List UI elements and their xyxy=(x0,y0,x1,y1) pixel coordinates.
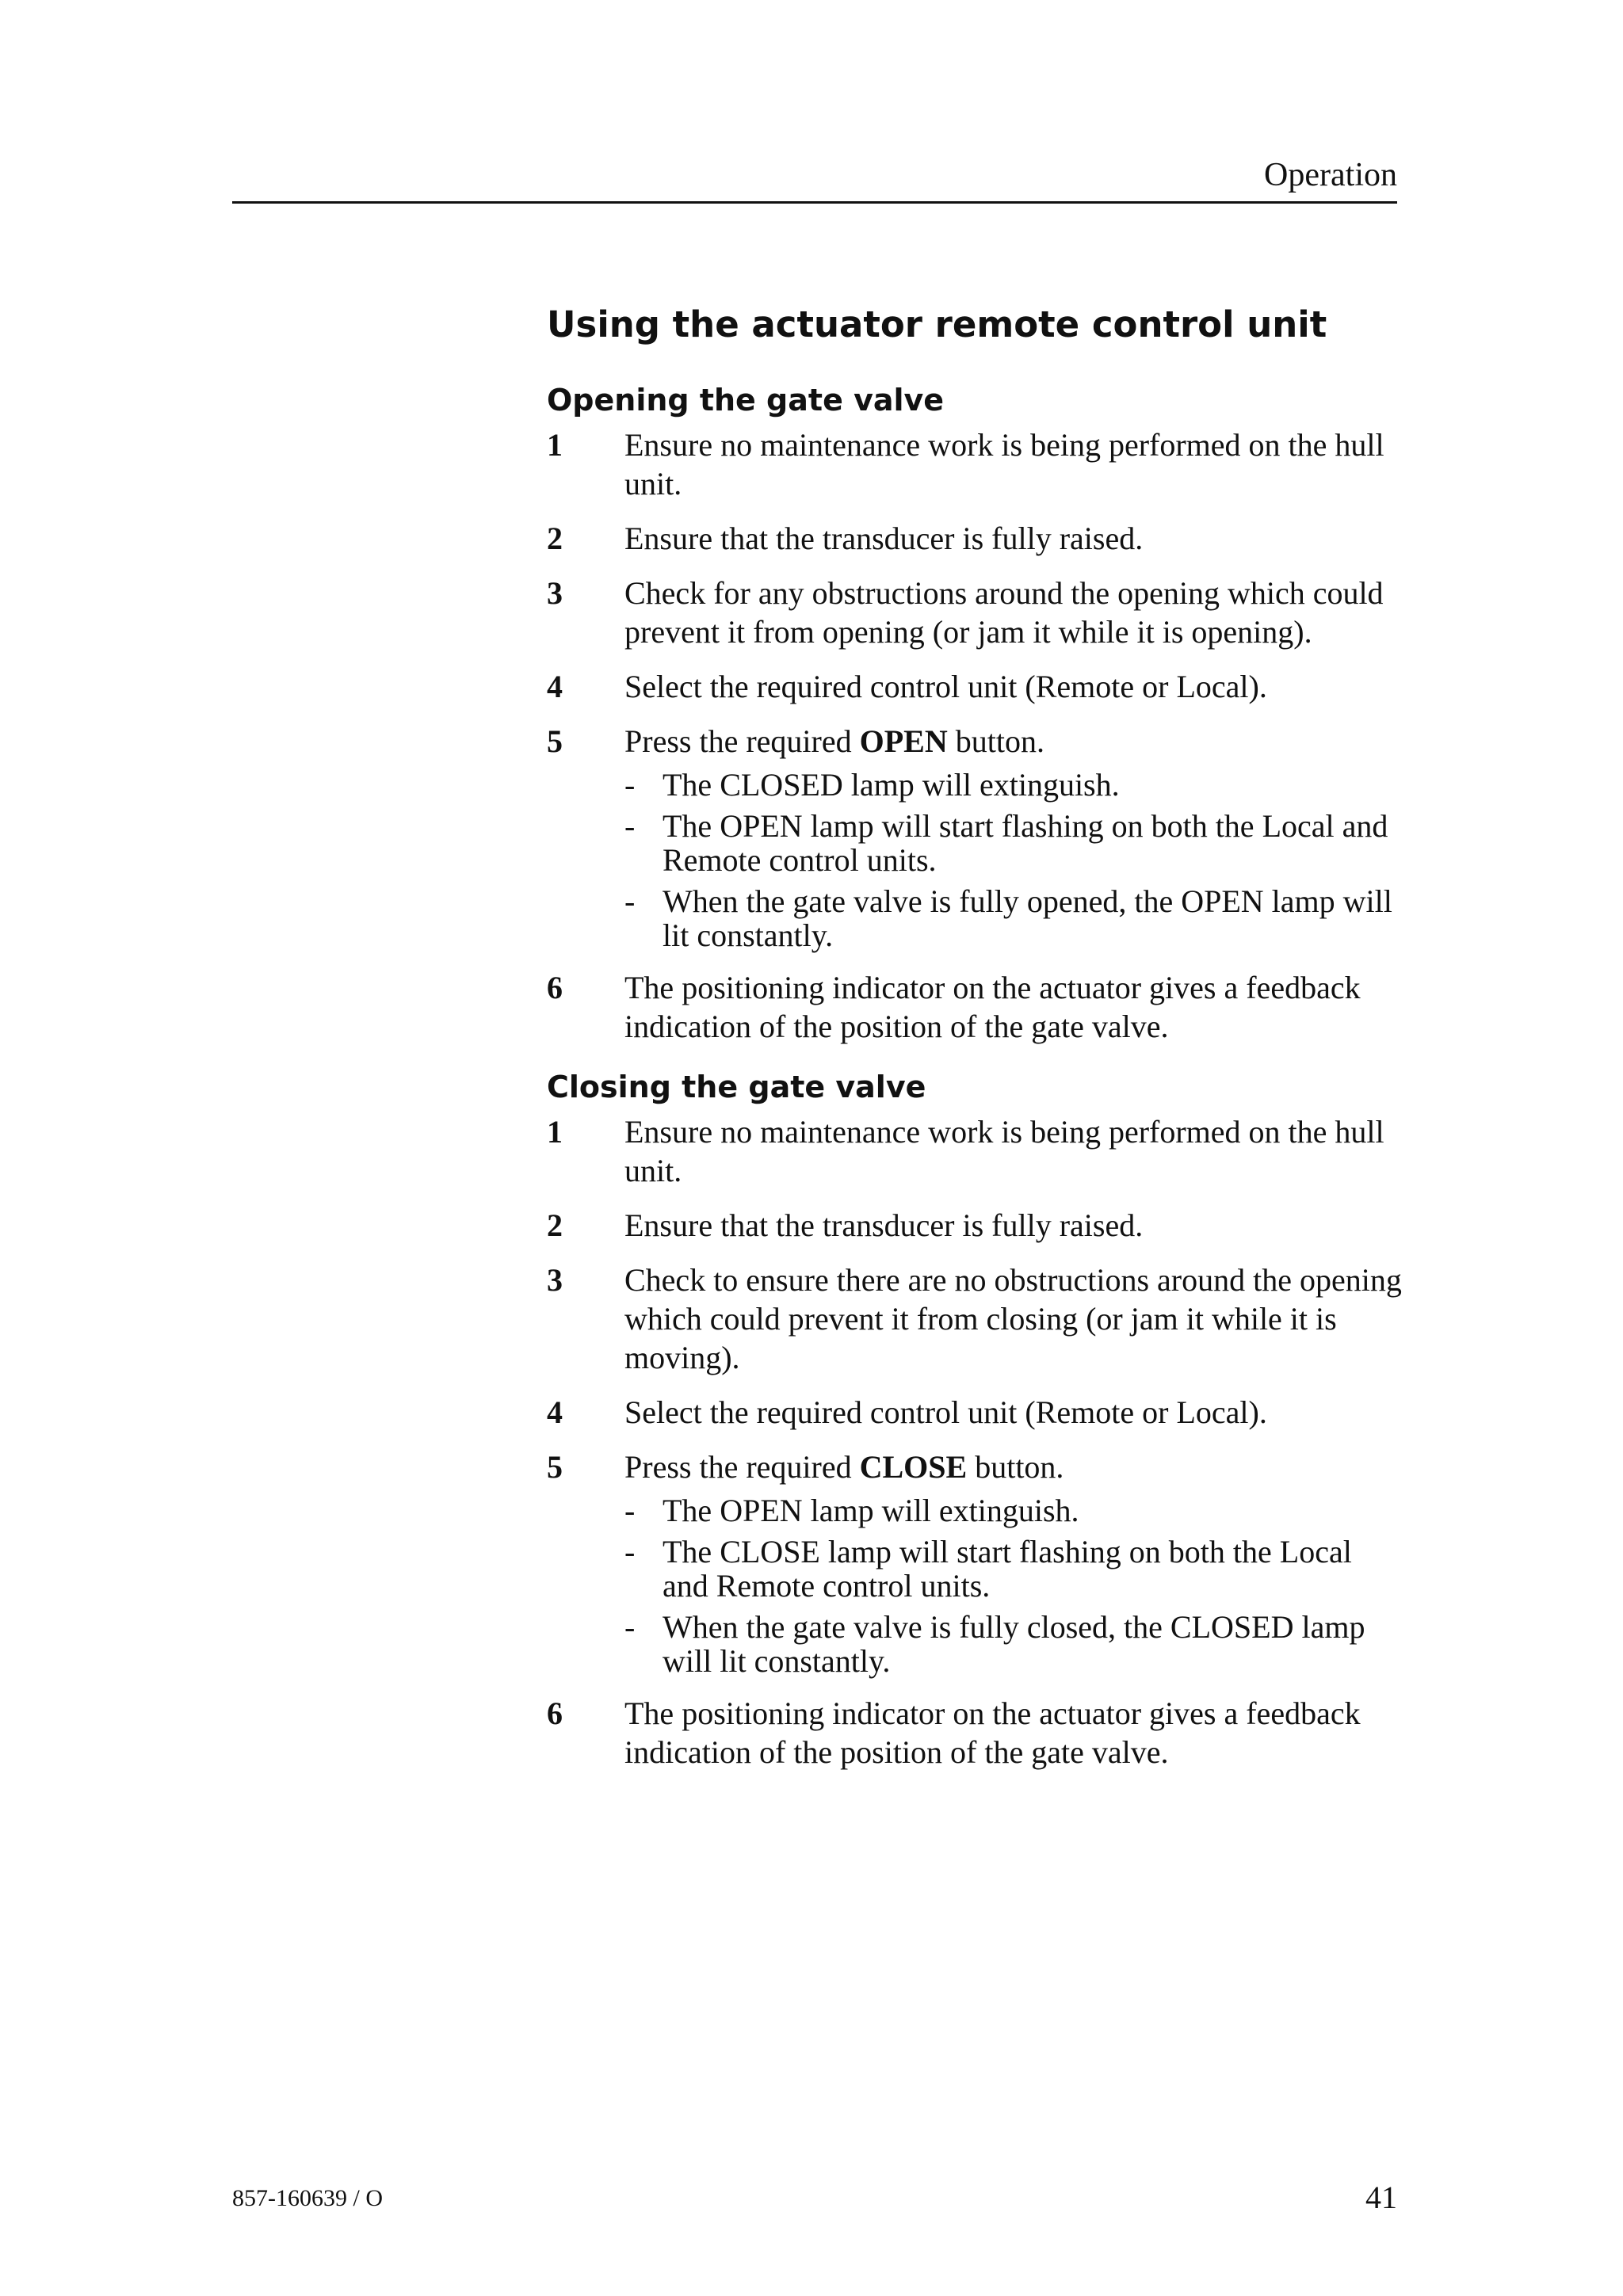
step-text-part: The positioning indicator on the actuator gives a feedback indication of the position of the gate valve. xyxy=(624,970,1361,1044)
step-text xyxy=(624,968,1403,1046)
step-item xyxy=(547,519,1403,558)
step-number: 6 xyxy=(547,1695,563,1731)
sections-container xyxy=(547,383,1403,1772)
sub-item xyxy=(624,1535,1403,1603)
step-text-part: Ensure no maintenance work is being performed on the hull unit. xyxy=(624,1114,1384,1188)
step-button-name: OPEN xyxy=(859,723,948,759)
step-body xyxy=(624,1694,1403,1772)
sub-item xyxy=(624,768,1403,802)
step-number: 4 xyxy=(547,669,563,704)
step-item xyxy=(547,722,1403,952)
page-number: 41 xyxy=(1365,2180,1397,2215)
sub-item-text: The OPEN lamp will start flashing on both the Local and Remote control units. xyxy=(663,808,1388,878)
step-text xyxy=(624,574,1403,651)
sub-item-text: The CLOSED lamp will extinguish. xyxy=(663,767,1120,803)
page-title: Using the actuator remote control unit xyxy=(547,303,1327,345)
step-number: 3 xyxy=(547,1262,563,1298)
step-item xyxy=(547,968,1403,1046)
sub-item xyxy=(624,1610,1403,1678)
document-number: 857-160639 / O xyxy=(232,2185,383,2211)
step-body xyxy=(624,1447,1403,1678)
step-text xyxy=(624,519,1403,558)
page-header xyxy=(232,155,1397,204)
step-text-part: Press the required xyxy=(624,1449,860,1485)
step-text xyxy=(624,1206,1403,1245)
sub-item-dash: - xyxy=(624,883,636,919)
step-number: 5 xyxy=(547,723,563,759)
step-text-part: button. xyxy=(967,1449,1064,1485)
step-text-part: button. xyxy=(947,723,1044,759)
step-number: 4 xyxy=(547,1394,563,1430)
step-item xyxy=(547,1112,1403,1190)
step-item xyxy=(547,425,1403,503)
step-item xyxy=(547,667,1403,706)
step-text xyxy=(624,1393,1403,1432)
header-title: Operation xyxy=(1264,157,1397,193)
step-text-part: Ensure no maintenance work is being performed on the hull unit. xyxy=(624,427,1384,502)
step-body xyxy=(624,1261,1403,1377)
sub-item-text: The CLOSE lamp will start flashing on both the Local and Remote control units. xyxy=(663,1534,1352,1604)
step-number: 6 xyxy=(547,970,563,1005)
step-item xyxy=(547,574,1403,651)
sub-item-text: The OPEN lamp will extinguish. xyxy=(663,1493,1079,1528)
step-text-part: Ensure that the transducer is fully raised. xyxy=(624,1207,1144,1243)
sub-item-dash: - xyxy=(624,767,636,803)
step-number: 3 xyxy=(547,575,563,611)
step-text-part: Check for any obstructions around the opening which could prevent it from opening (or jam it while it is opening). xyxy=(624,575,1384,650)
step-body xyxy=(624,1206,1403,1245)
step-text-part: Select the required control unit (Remote or Local). xyxy=(624,1394,1267,1430)
page-content xyxy=(547,304,1403,1787)
step-text-part: Select the required control unit (Remote or Local). xyxy=(624,669,1267,704)
sub-item xyxy=(624,809,1403,877)
step-number: 2 xyxy=(547,1207,563,1243)
section-title: Opening the gate valve xyxy=(547,383,945,418)
step-text-part: Check to ensure there are no obstructions around the opening which could prevent it from closing (or jam it while it is moving). xyxy=(624,1262,1402,1375)
step-body xyxy=(624,425,1403,503)
sub-item-dash: - xyxy=(624,1534,636,1569)
section xyxy=(547,1070,1403,1772)
step-number: 5 xyxy=(547,1449,563,1485)
sub-item-dash: - xyxy=(624,808,636,844)
step-text xyxy=(624,722,1403,761)
sub-item xyxy=(624,884,1403,952)
step-body xyxy=(624,1393,1403,1432)
step-body xyxy=(624,519,1403,558)
section-title: Closing the gate valve xyxy=(547,1070,926,1104)
step-text xyxy=(624,425,1403,503)
sub-item-dash: - xyxy=(624,1493,636,1528)
step-text xyxy=(624,667,1403,706)
step-body xyxy=(624,667,1403,706)
step-text xyxy=(624,1261,1403,1377)
sub-item-text: When the gate valve is fully closed, the CLOSED lamp will lit constantly. xyxy=(663,1609,1365,1679)
sub-item-text: When the gate valve is fully opened, the OPEN lamp will lit constantly. xyxy=(663,883,1392,953)
step-item xyxy=(547,1694,1403,1772)
step-item xyxy=(547,1206,1403,1245)
step-number: 1 xyxy=(547,427,563,463)
sub-item-dash: - xyxy=(624,1609,636,1645)
step-text xyxy=(624,1694,1403,1772)
step-body xyxy=(624,1112,1403,1190)
section xyxy=(547,383,1403,1046)
step-text-part: Ensure that the transducer is fully raised. xyxy=(624,521,1144,556)
step-item xyxy=(547,1447,1403,1678)
step-text xyxy=(624,1447,1403,1486)
step-number: 1 xyxy=(547,1114,563,1150)
step-number: 2 xyxy=(547,521,563,556)
step-item xyxy=(547,1261,1403,1377)
step-text-part: Press the required xyxy=(624,723,860,759)
step-button-name: CLOSE xyxy=(859,1449,968,1485)
step-text-part: The positioning indicator on the actuator gives a feedback indication of the position of the gate valve. xyxy=(624,1695,1361,1770)
step-item xyxy=(547,1393,1403,1432)
step-body xyxy=(624,574,1403,651)
step-body xyxy=(624,722,1403,952)
sub-item xyxy=(624,1493,1403,1527)
step-body xyxy=(624,968,1403,1046)
step-text xyxy=(624,1112,1403,1190)
